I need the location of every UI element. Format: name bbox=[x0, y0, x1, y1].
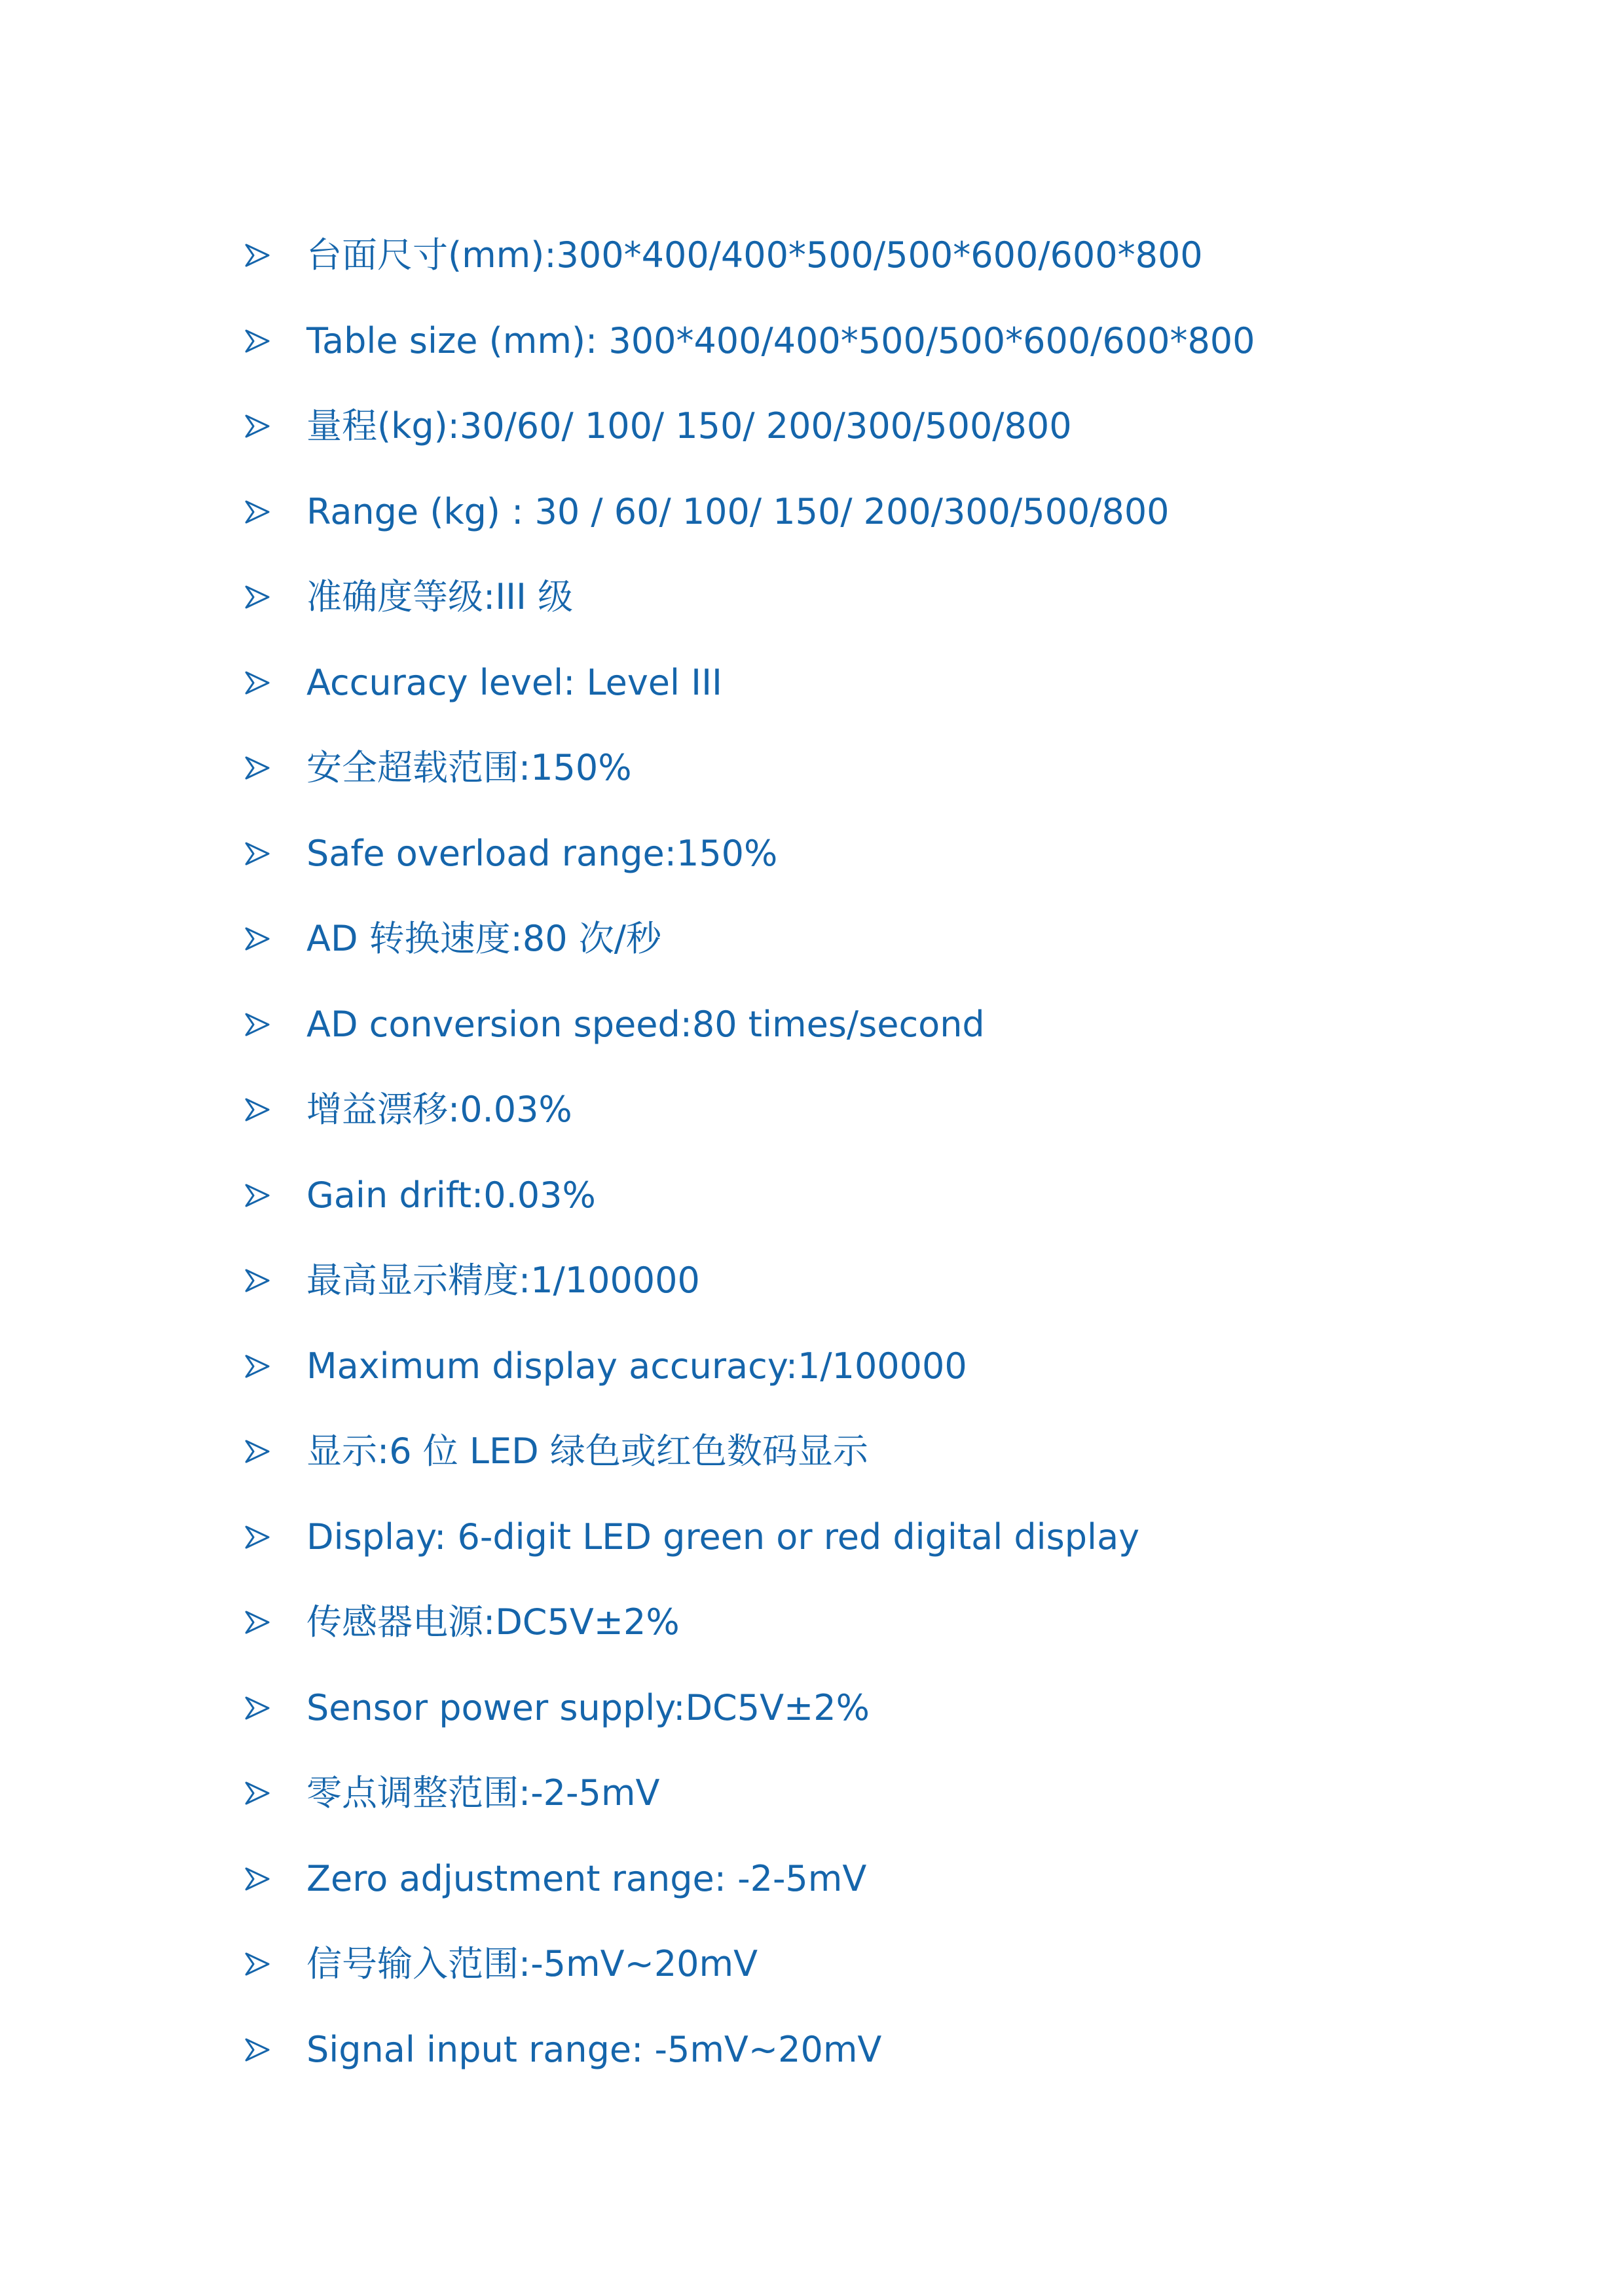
arrow-bullet-icon bbox=[244, 1096, 306, 1123]
spec-text: 最高显示精度:1/100000 bbox=[306, 1260, 700, 1302]
arrow-bullet-icon bbox=[244, 1779, 306, 1807]
spec-text: Zero adjustment range: -2-5mV bbox=[306, 1857, 867, 1899]
spec-text: 准确度等级:III 级 bbox=[306, 576, 574, 618]
spec-item bbox=[244, 640, 1488, 726]
spec-text: Maximum display accuracy:1/100000 bbox=[306, 1345, 967, 1387]
arrow-bullet-icon bbox=[244, 1353, 306, 1380]
arrow-bullet-icon bbox=[244, 840, 306, 867]
arrow-bullet-icon bbox=[244, 1609, 306, 1636]
spec-text: Display: 6-digit LED green or red digital display bbox=[306, 1516, 1140, 1558]
arrow-bullet-icon bbox=[244, 1182, 306, 1209]
spec-item bbox=[244, 1580, 1488, 1666]
spec-item bbox=[244, 725, 1488, 811]
spec-text: AD 转换速度:80 次/秒 bbox=[306, 918, 661, 960]
spec-item bbox=[244, 299, 1488, 384]
spec-item bbox=[244, 811, 1488, 897]
spec-item bbox=[244, 1751, 1488, 1836]
spec-item bbox=[244, 896, 1488, 982]
spec-item bbox=[244, 982, 1488, 1068]
spec-item bbox=[244, 1153, 1488, 1239]
arrow-bullet-icon bbox=[244, 1267, 306, 1294]
spec-text: 传感器电源:DC5V±2% bbox=[306, 1601, 680, 1643]
spec-item bbox=[244, 469, 1488, 555]
spec-text: 增益漂移:0.03% bbox=[306, 1089, 572, 1131]
arrow-bullet-icon bbox=[244, 669, 306, 697]
arrow-bullet-icon bbox=[244, 1523, 306, 1551]
spec-item bbox=[244, 1836, 1488, 1922]
arrow-bullet-icon bbox=[244, 1865, 306, 1893]
spec-text: Safe overload range:150% bbox=[306, 832, 778, 874]
spec-text: 安全超载范围:150% bbox=[306, 747, 632, 789]
arrow-bullet-icon bbox=[244, 242, 306, 269]
spec-text: 零点调整范围:-2-5mV bbox=[306, 1772, 660, 1814]
arrow-bullet-icon bbox=[244, 754, 306, 782]
arrow-bullet-icon bbox=[244, 1950, 306, 1978]
arrow-bullet-icon bbox=[244, 583, 306, 611]
spec-text: 显示:6 位 LED 绿色或红色数码显示 bbox=[306, 1430, 868, 1472]
spec-text: AD conversion speed:80 times/second bbox=[306, 1003, 985, 1045]
spec-item bbox=[244, 1238, 1488, 1324]
spec-item bbox=[244, 1067, 1488, 1153]
spec-item bbox=[244, 1409, 1488, 1495]
arrow-bullet-icon bbox=[244, 498, 306, 526]
spec-text: 信号输入范围:-5mV~20mV bbox=[306, 1943, 758, 1985]
spec-text: Signal input range: -5mV~20mV bbox=[306, 2028, 882, 2070]
spec-item bbox=[244, 384, 1488, 469]
spec-text: 量程(kg):30/60/ 100/ 150/ 200/300/500/800 bbox=[306, 405, 1072, 447]
arrow-bullet-icon bbox=[244, 1438, 306, 1465]
spec-item bbox=[244, 1922, 1488, 2007]
spec-text: Range (kg) : 30 / 60/ 100/ 150/ 200/300/500/800 bbox=[306, 490, 1170, 532]
spec-text: Accuracy level: Level III bbox=[306, 661, 722, 703]
arrow-bullet-icon bbox=[244, 412, 306, 440]
spec-item bbox=[244, 213, 1488, 299]
spec-item bbox=[244, 1495, 1488, 1580]
arrow-bullet-icon bbox=[244, 925, 306, 953]
arrow-bullet-icon bbox=[244, 1694, 306, 1722]
spec-text: Table size (mm): 300*400/400*500/500*600/600*800 bbox=[306, 319, 1255, 361]
spec-item bbox=[244, 555, 1488, 640]
arrow-bullet-icon bbox=[244, 327, 306, 355]
arrow-bullet-icon bbox=[244, 1011, 306, 1038]
spec-text: Sensor power supply:DC5V±2% bbox=[306, 1686, 870, 1728]
spec-item bbox=[244, 1324, 1488, 1410]
spec-item bbox=[244, 1666, 1488, 1751]
spec-text: Gain drift:0.03% bbox=[306, 1174, 596, 1216]
spec-item bbox=[244, 2007, 1488, 2093]
arrow-bullet-icon bbox=[244, 2036, 306, 2064]
spec-list bbox=[244, 213, 1488, 2092]
spec-text: 台面尺寸(mm):300*400/400*500/500*600/600*800 bbox=[306, 234, 1203, 276]
